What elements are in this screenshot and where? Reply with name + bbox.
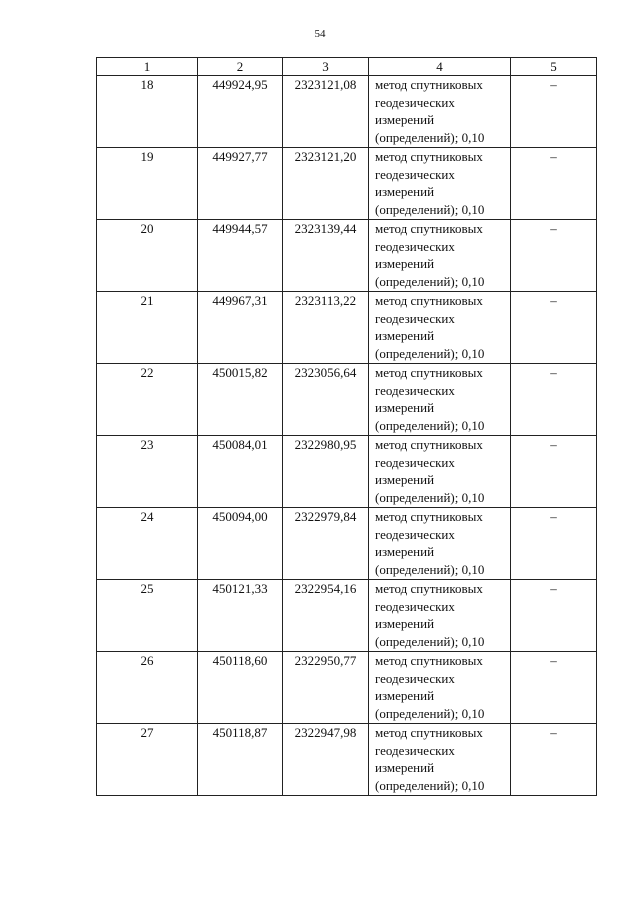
note-cell: – [511, 436, 597, 508]
header-col-3: 3 [283, 58, 369, 76]
method-text-line: измерений [375, 688, 435, 703]
table-row [97, 436, 597, 508]
x-coordinate-cell: 449924,95 [198, 76, 283, 148]
table-row [97, 724, 597, 796]
method-text-line: геодезических [375, 310, 455, 326]
method-text-line: измерений [375, 328, 435, 343]
method-text-line: (определений); 0,10 [375, 777, 485, 793]
note-cell: – [511, 76, 597, 148]
method-text-line: (определений); 0,10 [375, 129, 485, 145]
y-coordinate-cell: 2322979,84 [283, 508, 369, 580]
note-cell: – [511, 652, 597, 724]
method-text-line: (определений); 0,10 [375, 705, 485, 721]
method-text-line: метод спутниковых [375, 365, 483, 380]
y-coordinate-cell: 2323139,44 [283, 220, 369, 292]
table-header [97, 58, 597, 76]
table-row [97, 76, 597, 148]
method-text-line: измерений [375, 256, 435, 271]
y-coordinate-cell: 2323056,64 [283, 364, 369, 436]
method-cell [369, 76, 511, 148]
method-text-line: измерений [375, 760, 435, 775]
method-text-line: метод спутниковых [375, 221, 483, 236]
method-text-line: геодезических [375, 670, 455, 686]
table-row [97, 148, 597, 220]
note-cell: – [511, 220, 597, 292]
y-coordinate-cell: 2323121,08 [283, 76, 369, 148]
table-row [97, 652, 597, 724]
x-coordinate-cell: 450118,87 [198, 724, 283, 796]
method-cell [369, 652, 511, 724]
x-coordinate-cell: 450094,00 [198, 508, 283, 580]
method-text-line: метод спутниковых [375, 725, 483, 740]
x-coordinate-cell: 450118,60 [198, 652, 283, 724]
point-number-cell: 26 [97, 652, 198, 724]
point-number-cell: 19 [97, 148, 198, 220]
method-cell [369, 220, 511, 292]
point-number-cell: 22 [97, 364, 198, 436]
x-coordinate-cell: 450084,01 [198, 436, 283, 508]
point-number-cell: 24 [97, 508, 198, 580]
page-number: 54 [314, 28, 326, 40]
method-cell [369, 436, 511, 508]
method-cell [369, 508, 511, 580]
method-text-line: метод спутниковых [375, 437, 483, 452]
y-coordinate-cell: 2322947,98 [283, 724, 369, 796]
method-text-line: измерений [375, 616, 435, 631]
header-row [97, 58, 597, 76]
method-cell [369, 364, 511, 436]
y-coordinate-cell: 2323121,20 [283, 148, 369, 220]
method-text-line: метод спутниковых [375, 293, 483, 308]
x-coordinate-cell: 449944,57 [198, 220, 283, 292]
y-coordinate-cell: 2322954,16 [283, 580, 369, 652]
header-col-2: 2 [198, 58, 283, 76]
method-text-line: метод спутниковых [375, 653, 483, 668]
method-text-line: измерений [375, 472, 435, 487]
method-text-line: измерений [375, 184, 435, 199]
method-text-line: геодезических [375, 238, 455, 254]
x-coordinate-cell: 450121,33 [198, 580, 283, 652]
method-text-line: геодезических [375, 94, 455, 110]
table-row [97, 220, 597, 292]
x-coordinate-cell: 450015,82 [198, 364, 283, 436]
method-text-line: метод спутниковых [375, 149, 483, 164]
note-cell: – [511, 292, 597, 364]
method-text-line: (определений); 0,10 [375, 345, 485, 361]
point-number-cell: 27 [97, 724, 198, 796]
note-cell: – [511, 724, 597, 796]
table-row [97, 580, 597, 652]
point-number-cell: 25 [97, 580, 198, 652]
header-col-4: 4 [369, 58, 511, 76]
method-cell [369, 292, 511, 364]
method-cell [369, 724, 511, 796]
point-number-cell: 18 [97, 76, 198, 148]
method-text-line: метод спутниковых [375, 581, 483, 596]
method-text-line: (определений); 0,10 [375, 201, 485, 217]
note-cell: – [511, 364, 597, 436]
y-coordinate-cell: 2322980,95 [283, 436, 369, 508]
method-text-line: метод спутниковых [375, 77, 483, 92]
method-text-line: (определений); 0,10 [375, 561, 485, 577]
method-text-line: (определений); 0,10 [375, 273, 485, 289]
method-text-line: геодезических [375, 382, 455, 398]
point-number-cell: 20 [97, 220, 198, 292]
header-col-5: 5 [511, 58, 597, 76]
method-text-line: измерений [375, 544, 435, 559]
method-cell [369, 148, 511, 220]
method-text-line: метод спутниковых [375, 509, 483, 524]
method-text-line: геодезических [375, 526, 455, 542]
y-coordinate-cell: 2323113,22 [283, 292, 369, 364]
method-text-line: измерений [375, 112, 435, 127]
table-body [97, 76, 597, 796]
note-cell: – [511, 148, 597, 220]
table-row [97, 292, 597, 364]
method-text-line: геодезических [375, 598, 455, 614]
method-text-line: геодезических [375, 166, 455, 182]
method-text-line: (определений); 0,10 [375, 633, 485, 649]
x-coordinate-cell: 449967,31 [198, 292, 283, 364]
method-text-line: измерений [375, 400, 435, 415]
point-number-cell: 23 [97, 436, 198, 508]
method-text-line: (определений); 0,10 [375, 417, 485, 433]
method-text-line: геодезических [375, 454, 455, 470]
method-text-line: (определений); 0,10 [375, 489, 485, 505]
x-coordinate-cell: 449927,77 [198, 148, 283, 220]
note-cell: – [511, 508, 597, 580]
note-cell: – [511, 580, 597, 652]
header-col-1: 1 [97, 58, 198, 76]
coordinates-table [96, 57, 597, 796]
method-cell [369, 580, 511, 652]
method-text-line: геодезических [375, 742, 455, 758]
table-row [97, 364, 597, 436]
y-coordinate-cell: 2322950,77 [283, 652, 369, 724]
table-row [97, 508, 597, 580]
point-number-cell: 21 [97, 292, 198, 364]
